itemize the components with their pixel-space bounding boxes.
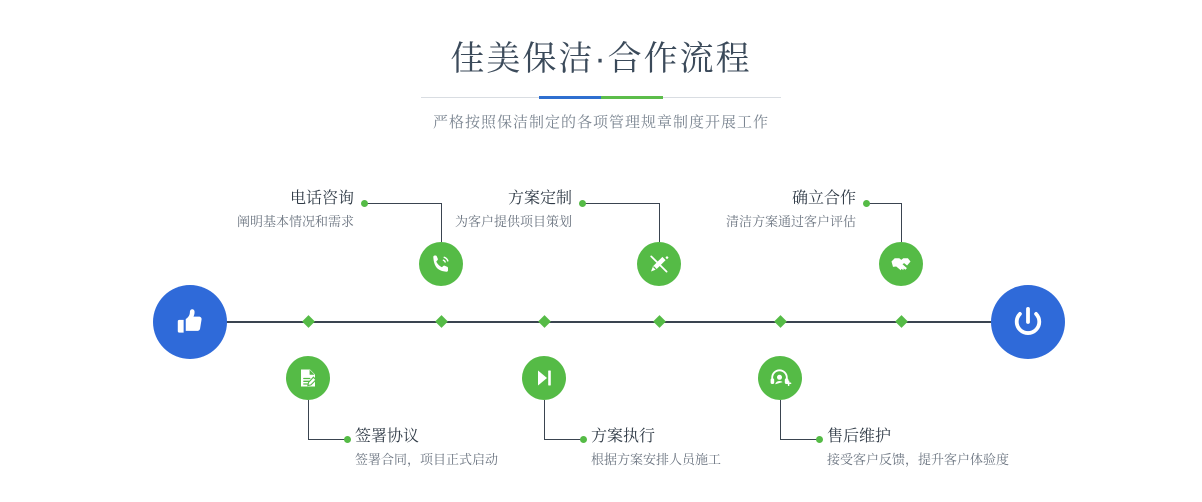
step-desc-6: 接受客户反馈，提升客户体验度 [827, 452, 1010, 467]
connector-2-horizontal [308, 439, 346, 440]
connector-dot-5 [863, 200, 870, 207]
step-desc-5: 清洁方案通过客户评估 [725, 214, 856, 229]
diagram-header [0, 36, 1202, 132]
step-title-2: 签署协议 [355, 428, 420, 445]
step-desc-4: 根据方案安排人员施工 [591, 452, 722, 467]
phone-ring-icon [429, 252, 453, 276]
axis-marker-5 [895, 315, 908, 328]
connector-4-vertical [544, 400, 545, 439]
headset-support-icon [768, 366, 792, 390]
connector-dot-4 [580, 436, 587, 443]
step-node-1[interactable] [419, 242, 463, 286]
step-title-3: 方案定制 [507, 190, 572, 207]
end-endcap [991, 285, 1065, 359]
step-node-3[interactable] [637, 242, 681, 286]
page-subtitle: 严格按照保洁制定的各项管理规章制度开展工作 [432, 114, 769, 131]
step-node-5[interactable] [879, 242, 923, 286]
connector-4-horizontal [544, 439, 582, 440]
connector-dot-2 [344, 436, 351, 443]
connector-2-vertical [308, 400, 309, 439]
step-title-4: 方案执行 [591, 428, 656, 445]
step-node-4[interactable] [522, 356, 566, 400]
handshake-icon [889, 252, 913, 276]
title-divider [421, 96, 781, 99]
divider-accent-green [601, 96, 663, 99]
thumbs-up-icon [173, 305, 207, 339]
step-desc-3: 为客户提供项目策划 [454, 214, 572, 229]
connector-dot-6 [816, 436, 823, 443]
step-title-1: 电话咨询 [289, 190, 354, 207]
axis-marker-3 [653, 315, 666, 328]
step-desc-1: 阐明基本情况和需求 [236, 214, 354, 229]
play-forward-icon [532, 366, 556, 390]
axis-marker-1 [435, 315, 448, 328]
step-label-3 [230, 188, 572, 232]
connector-5-horizontal [867, 203, 901, 204]
start-endcap [153, 285, 227, 359]
step-title-6: 售后维护 [827, 428, 892, 445]
page-title: 佳美保洁·合作流程 [450, 40, 752, 78]
step-label-4 [591, 426, 721, 470]
connector-6-vertical [780, 400, 781, 439]
pen-ruler-icon [647, 252, 671, 276]
divider-accent-blue [539, 96, 601, 99]
power-icon [1009, 303, 1047, 341]
step-label-6 [827, 426, 1009, 470]
connector-5-vertical [901, 203, 902, 242]
axis-marker-6 [774, 315, 787, 328]
axis-marker-2 [302, 315, 315, 328]
step-node-6[interactable] [758, 356, 802, 400]
connector-6-horizontal [780, 439, 818, 440]
document-edit-icon [296, 366, 320, 390]
step-node-2[interactable] [286, 356, 330, 400]
step-desc-2: 签署合同，项目正式启动 [355, 452, 499, 467]
step-label-5 [530, 188, 856, 232]
axis-marker-4 [538, 315, 551, 328]
step-title-5: 确立合作 [791, 190, 856, 207]
step-label-2 [355, 426, 498, 470]
